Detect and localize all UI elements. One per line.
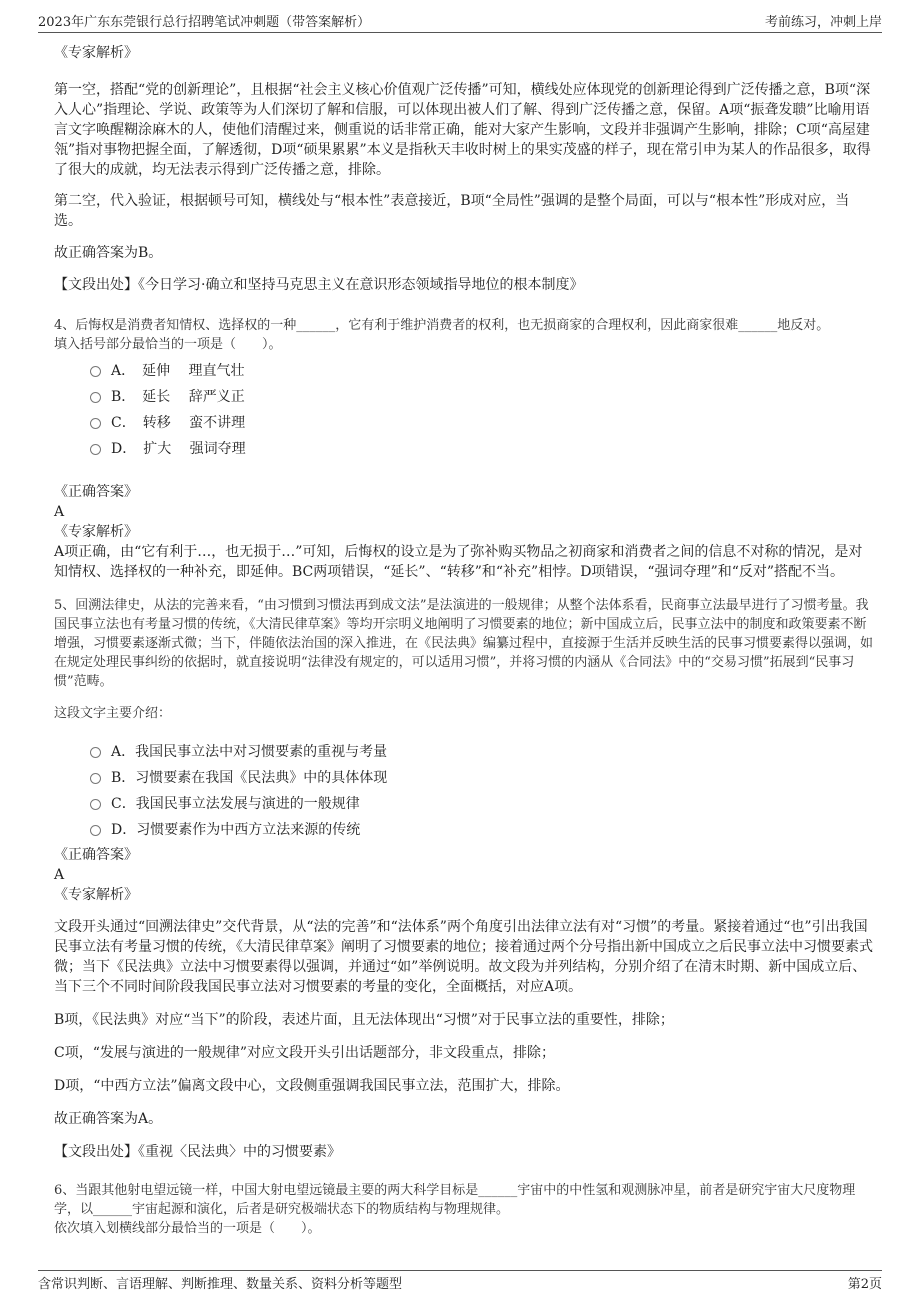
options-list xyxy=(54,358,874,462)
page-footer xyxy=(38,1270,882,1293)
page-number: 第2页 xyxy=(847,1276,882,1292)
analysis-para: C项，“发展与演进的一般规律”对应文段开头引出话题部分，非文段重点，排除； xyxy=(54,1045,556,1061)
question-prompt: 依次填入划横线部分最恰当的一项是（ ）。 xyxy=(54,1221,321,1236)
option-b[interactable] xyxy=(90,384,874,410)
radio-icon[interactable] xyxy=(90,366,101,377)
option-label: D．习惯要素作为中西方立法来源的传统 xyxy=(111,822,361,838)
question-prompt: 这段文字主要介绍： xyxy=(54,706,172,721)
analysis-conclusion: 故正确答案为B。 xyxy=(54,245,163,261)
radio-icon[interactable] xyxy=(90,444,101,455)
option-c[interactable] xyxy=(90,410,874,436)
option-label: D． 扩大 强词夺理 xyxy=(111,441,246,457)
source-citation: 【文段出处】《重视〈民法典〉中的习惯要素》 xyxy=(54,1144,341,1160)
option-label: C．我国民事立法发展与演进的一般规律 xyxy=(111,796,360,812)
radio-icon[interactable] xyxy=(90,392,101,403)
analysis-para: B项，《民法典》对应“当下”的阶段，表述片面，且无法体现出“习惯”对于民事立法的重要性，排除； xyxy=(54,1012,674,1028)
answer-label: 《正确答案》 xyxy=(54,847,138,863)
header-slogan: 考前练习，冲刺上岸 xyxy=(764,15,882,30)
question-stem: 4、后悔权是消费者知情权、选择权的一种______，它有利于维护消费者的权利，也无损商家的合理权利，因此商家很难______地反对。 xyxy=(54,318,830,333)
radio-icon[interactable] xyxy=(90,418,101,429)
document-content xyxy=(54,40,874,1238)
analysis-para: D项，“中西方立法”偏离文段中心，文段侧重强调我国民事立法，范围扩大，排除。 xyxy=(54,1078,570,1094)
page-header xyxy=(38,8,882,33)
answer-value: A xyxy=(54,867,65,883)
answer-label: 《正确答案》 xyxy=(54,484,138,500)
option-label: B．习惯要素在我国《民法典》中的具体体现 xyxy=(111,770,388,786)
analysis-para: 第二空，代入验证，根据顿号可知，横线处与“根本性”表意接近，B项“全局性”强调的是整个局面，可以与“根本性”形成对应，当选。 xyxy=(54,193,850,229)
option-label: B． 延长 辞严义正 xyxy=(111,389,245,405)
option-label: A．我国民事立法中对习惯要素的重视与考量 xyxy=(111,744,388,760)
radio-icon[interactable] xyxy=(90,825,101,836)
option-a[interactable] xyxy=(90,358,874,384)
option-label: C． 转移 蛮不讲理 xyxy=(111,415,246,431)
expert-label: 《专家解析》 xyxy=(54,45,138,61)
answer-value: A xyxy=(54,504,65,520)
radio-icon[interactable] xyxy=(90,773,101,784)
option-d[interactable] xyxy=(90,436,874,462)
options-list xyxy=(54,739,874,843)
expert-label: 《专家解析》 xyxy=(54,524,138,540)
header-title: 2023年广东东莞银行总行招聘笔试冲刺题（带答案解析） xyxy=(38,15,371,30)
option-c[interactable] xyxy=(90,791,874,817)
analysis-para: 文段开头通过“回溯法律史”交代背景，从“法的完善”和“法体系”两个角度引出法律立法有对“习惯”的考量。紧接着通过“也”引出我国民事立法有考量习惯的传统，《大清民律草案》阐明了习惯要素的地位；接着通过两个分号指出新中国成立之后民事立法中习惯要素式微；当下《民法典》立法中习惯要素得以强调，并通过“如”举例说明。故文段为并列结构，分别介绍了在清末时期、新中国成立后、当下三个不同时间阶段我国民事立法对习惯要素的考量的变化，全面概括，对应A项。 xyxy=(54,919,873,995)
question-stem: 5、回溯法律史，从法的完善来看，“由习惯到习惯法再到成文法”是法演进的一般规律；从整个法体系看，民商事立法最早进行了习惯考量。我国民事立法也有考量习惯的传统，《大清民律草案》等均开宗明义地阐明了习惯要素的地位；新中国成立后，民事立法中的制度和政策要素不断增强，习惯要素逐渐式微；当下，伴随依法治国的深入推进，在《民法典》编纂过程中，直接源于生活并反映生活的民事习惯要素得以强调，如在规定处理民事纠纷的依据时，就直接说明“法律没有规定的，可以适用习惯”，并将习惯的内涵从《合同法》中的“交易习惯”拓展到“民事习惯”范畴。 xyxy=(54,598,874,689)
option-b[interactable] xyxy=(90,765,874,791)
option-label: A． 延伸 理直气壮 xyxy=(111,363,245,379)
question-stem: 6、当跟其他射电望远镜一样，中国大射电望远镜最主要的两大科学目标是______宇宙中的中性氢和观测脉冲星，前者是研究宇宙大尺度物理学，以______宇宙起源和演化，后者是研究极端状态下的物质结构与物理规律。 xyxy=(54,1183,856,1217)
footer-note: 含常识判断、言语理解、判断推理、数量关系、资料分析等题型 xyxy=(38,1276,403,1292)
radio-icon[interactable] xyxy=(90,799,101,810)
analysis-para: 第一空，搭配“党的创新理论”，且根据“社会主义核心价值观广泛传播”可知，横线处应体现党的创新理论得到广泛传播之意，B项“深入人心”指理论、学说、政策等为人们深切了解和信服，可以体现出被人们了解、得到广泛传播之意，保留。A项“振聋发聩”比喻用语言文字唤醒糊涂麻木的人，使他们清醒过来，侧重说的话非常正确，能对大家产生影响，文段并非强调产生影响，排除；C项“高屋建瓴”指对事物把握全面，了解透彻，D项“硕果累累”本义是指秋天丰收时树上的果实茂盛的样子，现在常引申为某人的作品很多，取得了很大的成就，均无法表示得到广泛传播之意，排除。 xyxy=(54,82,871,178)
option-a[interactable] xyxy=(90,739,874,765)
option-d[interactable] xyxy=(90,817,874,843)
expert-label: 《专家解析》 xyxy=(54,887,138,903)
analysis-para: A项正确，由“它有利于…，也无损于…”可知，后悔权的设立是为了弥补购买物品之初商家和消费者之间的信息不对称的情况，是对知情权、选择权的一种补充，即延伸。BC两项错误，“延长”、“转移”和“补充”相悖。D项错误，“强词夺理”和“反对”搭配不当。 xyxy=(54,544,863,580)
analysis-conclusion: 故正确答案为A。 xyxy=(54,1111,163,1127)
radio-icon[interactable] xyxy=(90,747,101,758)
question-prompt: 填入括号部分最恰当的一项是（ ）。 xyxy=(54,337,282,352)
source-citation: 【文段出处】《今日学习·确立和坚持马克思主义在意识形态领域指导地位的根本制度》 xyxy=(54,277,584,293)
